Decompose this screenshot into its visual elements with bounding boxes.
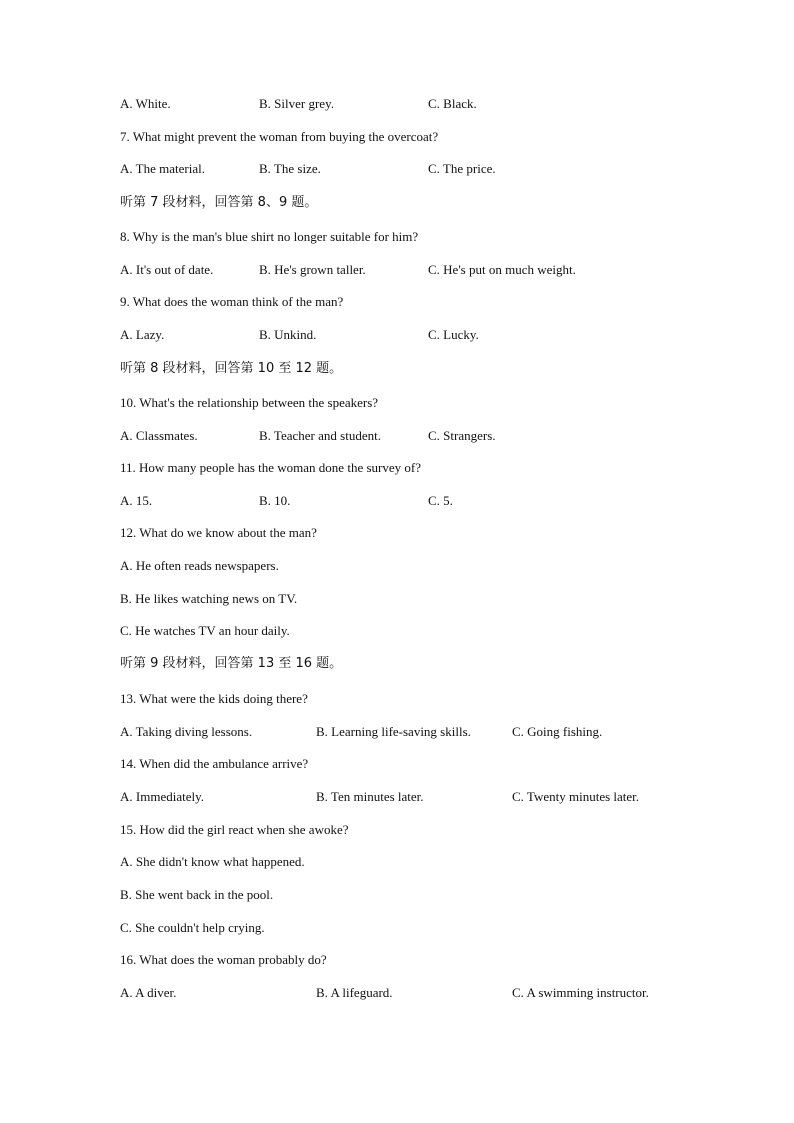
q8-option-b: B. He's grown taller.: [259, 262, 366, 277]
q16-option-a: A. A diver.: [120, 985, 177, 1000]
q14-option-b: B. Ten minutes later.: [316, 789, 424, 804]
q9-option-a: A. Lazy.: [120, 327, 165, 342]
q14-option-a: A. Immediately.: [120, 789, 204, 804]
q11-option-b: B. 10.: [259, 493, 291, 508]
section-7-heading: 听第 7 段材料，回答第 8、9 题。: [120, 195, 318, 210]
q15-option-c: C. She couldn't help crying.: [120, 920, 265, 935]
q11-question: 11. How many people has the woman done the survey of?: [120, 460, 421, 475]
q12-option-b: B. He likes watching news on TV.: [120, 591, 298, 606]
q10-option-b: B. Teacher and student.: [259, 428, 381, 443]
q9-option-c: C. Lucky.: [428, 327, 479, 342]
q15-option-b: B. She went back in the pool.: [120, 887, 274, 902]
q11-option-c: C. 5.: [428, 493, 453, 508]
q10-option-a: A. Classmates.: [120, 428, 198, 443]
q16-option-b: B. A lifeguard.: [316, 985, 393, 1000]
q13-option-c: C. Going fishing.: [512, 724, 603, 739]
q11-option-a: A. 15.: [120, 493, 153, 508]
q12-question: 12. What do we know about the man?: [120, 525, 317, 540]
q6-option-a: A. White.: [120, 96, 171, 111]
q7-option-a: A. The material.: [120, 161, 205, 176]
q8-option-c: C. He's put on much weight.: [428, 262, 576, 277]
q16-question: 16. What does the woman probably do?: [120, 952, 327, 967]
q12-option-a: A. He often reads newspapers.: [120, 558, 279, 573]
q7-option-c: C. The price.: [428, 161, 496, 176]
q6-option-b: B. Silver grey.: [259, 96, 334, 111]
q8-question: 8. Why is the man's blue shirt no longer suitable for him?: [120, 229, 419, 244]
q13-question: 13. What were the kids doing there?: [120, 691, 308, 706]
section-9-heading: 听第 9 段材料，回答第 13 至 16 题。: [120, 656, 343, 671]
q12-option-c: C. He watches TV an hour daily.: [120, 623, 290, 638]
q14-option-c: C. Twenty minutes later.: [512, 789, 640, 804]
q13-option-b: B. Learning life-saving skills.: [316, 724, 471, 739]
q16-option-c: C. A swimming instructor.: [512, 985, 649, 1000]
q9-option-b: B. Unkind.: [259, 327, 317, 342]
q15-question: 15. How did the girl react when she awoke?: [120, 822, 349, 837]
q7-option-b: B. The size.: [259, 161, 321, 176]
q8-option-a: A. It's out of date.: [120, 262, 214, 277]
q7-question: 7. What might prevent the woman from buying the overcoat?: [120, 129, 439, 144]
q10-question: 10. What's the relationship between the speakers?: [120, 395, 379, 410]
q9-question: 9. What does the woman think of the man?: [120, 294, 344, 309]
q15-option-a: A. She didn't know what happened.: [120, 854, 305, 869]
q10-option-c: C. Strangers.: [428, 428, 496, 443]
section-8-heading: 听第 8 段材料，回答第 10 至 12 题。: [120, 361, 343, 376]
q13-option-a: A. Taking diving lessons.: [120, 724, 253, 739]
q6-option-c: C. Black.: [428, 96, 477, 111]
q14-question: 14. When did the ambulance arrive?: [120, 756, 309, 771]
